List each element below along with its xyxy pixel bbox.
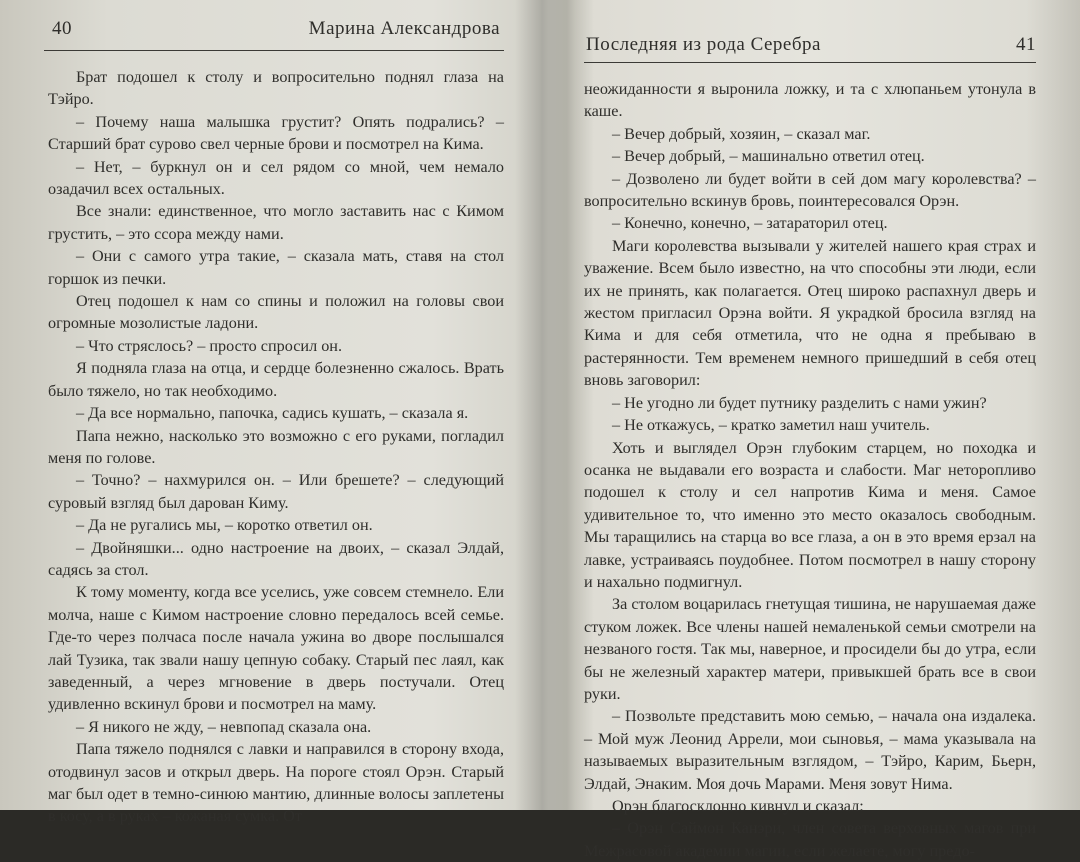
paragraph: – Да не ругались мы, – коротко ответил он.	[76, 516, 373, 535]
paragraph: – Дозволено ли будет войти в сей дом магу королевства? – вопросительно вскинув бровь, поинтересовался Орэн.	[584, 169, 1036, 211]
paragraph: – Вечер добрый, – машинально ответил отец.	[612, 147, 925, 166]
paragraph: – Орэн Саймон Канэри, член совета верховных магов при Межрасовой академии магии, если желаете, могу предо-	[584, 819, 1036, 860]
paragraph: Отец подошел к нам со спины и положил на головы свои огромные мозолистые ладони.	[48, 292, 504, 333]
paragraph-continuation: неожиданности я выронила ложку, и та с хлюпаньем утонула в каше.	[584, 80, 1036, 121]
paragraph: Орэн благосклонно кивнул и сказал:	[612, 797, 864, 815]
paragraph: Хоть и выглядел Орэн глубоким старцем, но походка и осанка не выдавали его возраста и слабости. Маг неторопливо подошел к столу и сел напротив Кима и меня. Самое удивительное то, что именно это место оказалось свободным. Мы таращились на старца во все глаза, а он в это время ерзал на лавке, устраиваясь поудобнее. Потом посмотрел в нашу сторону и нахально подмигнул.	[584, 438, 1036, 591]
paragraph: Брат подошел к столу и вопросительно поднял глаза на Тэйро.	[48, 68, 504, 109]
paragraph: – Я никого не жду, – невпопад сказала она.	[76, 717, 372, 736]
right-page	[582, 0, 1042, 860]
paragraph: – Что стряслось? – просто спросил он.	[76, 336, 343, 355]
paragraph: – Нет, – буркнул он и сел рядом со мной, чем немало озадачил всех остальных.	[48, 157, 504, 199]
right-body-text	[584, 78, 1036, 862]
paragraph: – Не угодно ли будет путнику разделить с нами ужин?	[612, 393, 987, 412]
paragraph: Я подняла глаза на отца, и сердце болезненно сжалось. Врать было тяжело, но так необходимо.	[48, 359, 504, 400]
paragraph: – Вечер добрый, хозяин, – сказал маг.	[612, 124, 871, 143]
paragraph: – Позвольте представить мою семью, – начала она издалека. – Мой муж Леонид Аррели, мои сыновья, – мама указывала на называемых выразительным взглядом, – Тэйро, Карим, Бьерн, Элдай, Энаким. Моя дочь Марами. Меня зовут Нима.	[584, 707, 1036, 793]
paragraph: – Двойняшки... одно настроение на двоих, – сказал Элдай, садясь за стол.	[48, 538, 504, 579]
paragraph: – Да все нормально, папочка, садись кушать, – сказала я.	[76, 404, 469, 423]
paragraph: – Почему наша малышка грустит? Опять подрались? – Старший брат сурово свел черные брови и посмотрел на Кима.	[48, 112, 504, 154]
left-running-title: Марина Александрова	[308, 18, 500, 39]
right-running-title: Последняя из рода Серебра	[586, 34, 821, 55]
right-page-number: 41	[1016, 34, 1036, 55]
left-body-text	[48, 66, 504, 828]
left-page-number: 40	[52, 18, 72, 39]
right-running-head	[582, 18, 1042, 55]
right-header-rule	[584, 62, 1036, 63]
paragraph: За столом воцарилась гнетущая тишина, не нарушаемая даже стуком ложек. Все члены нашей немаленькой семьи смотрели на незваного гостя. Так мы, наверное, и просидели бы до утра, если бы не железный характер матери, привыкшей брать все в свои руки.	[584, 595, 1036, 703]
paragraph: Все знали: единственное, что могло заставить нас с Кимом грустить, – это ссора между нами.	[48, 202, 504, 243]
left-page	[38, 0, 508, 826]
paragraph: Папа нежно, насколько это возможно с его руками, погладил меня по голове.	[48, 426, 504, 467]
left-running-head	[38, 18, 508, 48]
left-header-rule	[44, 50, 504, 51]
paragraph: – Они с самого утра такие, – сказала мать, ставя на стол горшок из печки.	[48, 247, 504, 288]
paragraph: – Точно? – нахмурился он. – Или брешете? – следующий суровый взгляд был дарован Киму.	[48, 471, 504, 512]
paragraph: Папа тяжело поднялся с лавки и направился в сторону входа, отодвинул засов и открыл дверь. На пороге стоял Орэн. Старый маг был одет в темно-синюю мантию, длинные волосы заплетены в косу, а в руках – кожаная сумка. От	[48, 740, 504, 826]
paragraph: – Не откажусь, – кратко заметил наш учитель.	[612, 416, 930, 435]
book-gutter	[515, 0, 575, 810]
paragraph: К тому моменту, когда все уселись, уже совсем стемнело. Ели молча, наше с Кимом настроение словно передалось всей семье. Где-то через полчаса после начала ужина во дворе послышался лай Тузика, так звали нашу цепную собаку. Старый пес лаял, как заведенный, а через мгновение в дверь постучали. Отец удивленно вскинул брови и посмотрел на маму.	[48, 583, 504, 714]
paragraph: Маги королевства вызывали у жителей нашего края страх и уважение. Всем было известно, на что способны эти люди, если их не принять, как полагается. Отец широко распахнул дверь и жестом пригласил Орэна войти. Я украдкой бросила взгляд на Кима и для себя отметила, что не одна я пребываю в растерянности. Тем временем немного пришедший в себя отец вновь заговорил:	[584, 236, 1036, 390]
paragraph: – Конечно, конечно, – затараторил отец.	[612, 214, 888, 233]
